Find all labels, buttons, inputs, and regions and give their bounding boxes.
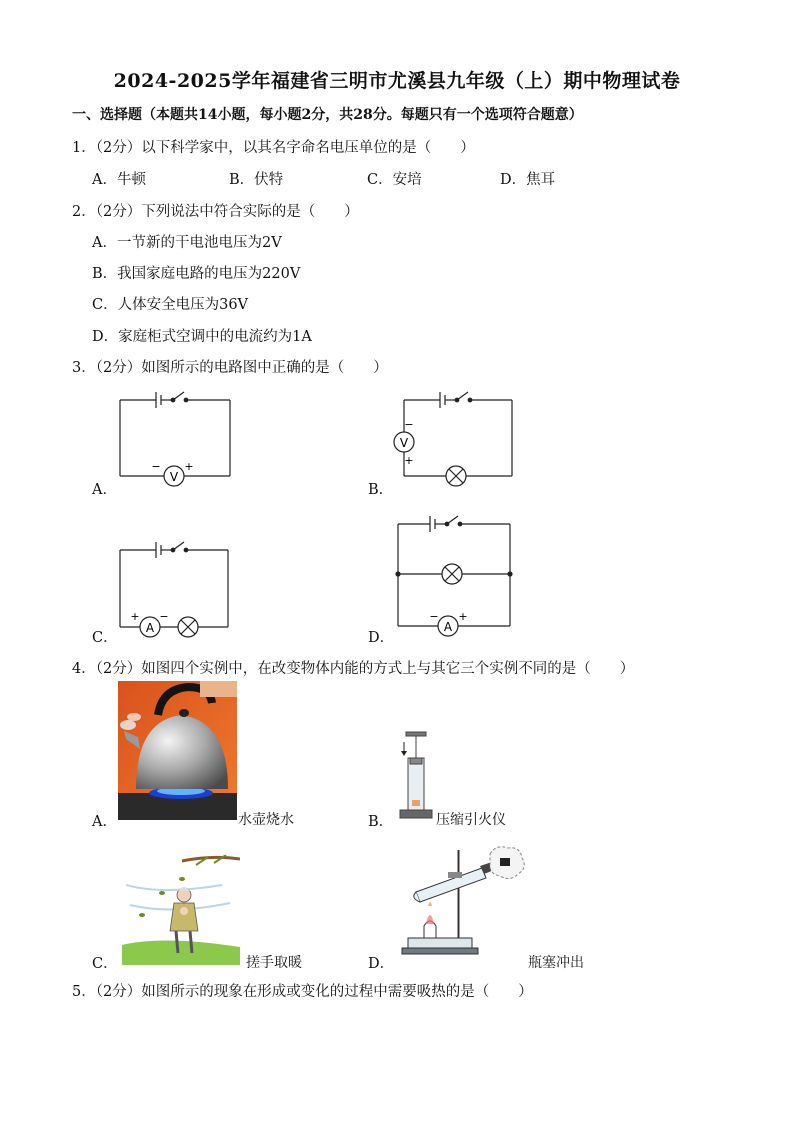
q2-option-d: D．家庭柜式空调中的电流约为1A — [92, 329, 312, 345]
q4-label-c: C． — [92, 956, 118, 972]
q4-label-b: B． — [368, 814, 394, 830]
circuit-diagram-b — [392, 388, 522, 488]
minus-sign: − — [159, 610, 169, 623]
plus-sign: + — [130, 610, 140, 623]
circuit-diagram-c — [110, 538, 240, 638]
q3-label-d: D． — [368, 630, 395, 646]
minus-sign: − — [151, 460, 161, 473]
plus-sign: + — [404, 454, 414, 467]
minus-sign: − — [429, 610, 439, 623]
q1-option-c: C．安培 — [367, 172, 422, 188]
circuit-diagram-d — [386, 512, 522, 638]
q3-label-c: C． — [92, 630, 118, 646]
q4-caption-c: 搓手取暖 — [246, 955, 302, 971]
q4-caption-b: 压缩引火仪 — [436, 812, 506, 828]
q3-label-b: B． — [368, 482, 394, 498]
rubbing-hands-image — [122, 855, 240, 965]
question-3-stem: 3．（2分）如图所示的电路图中正确的是（ ） — [72, 360, 388, 376]
q4-caption-a: 水壶烧水 — [238, 812, 294, 828]
question-4-stem: 4．（2分）如图四个实例中，在改变物体内能的方式上与其它三个实例不同的是（ ） — [72, 661, 635, 677]
q2-option-a: A．一节新的干电池电压为2V — [92, 235, 282, 251]
q1-option-d: D．焦耳 — [500, 172, 556, 188]
page-title: 2024-2025学年福建省三明市尤溪县九年级（上）期中物理试卷 — [113, 70, 681, 92]
question-5-stem: 5．（2分）如图所示的现象在形成或变化的过程中需要吸热的是（ ） — [72, 984, 533, 1000]
q4-label-d: D． — [368, 956, 395, 972]
ammeter-symbol: A — [145, 621, 155, 635]
voltmeter-symbol: V — [399, 436, 409, 450]
section-heading: 一、选择题（本题共14小题，每小题2分，共28分。每题只有一个选项符合题意） — [72, 107, 583, 123]
q1-option-a: A．牛顿 — [92, 172, 146, 188]
stopper-popping-image — [396, 846, 528, 962]
q2-option-b: B．我国家庭电路的电压为220V — [92, 266, 301, 282]
q1-option-b: B．伏特 — [229, 172, 284, 188]
minus-sign: − — [404, 418, 414, 431]
q4-label-a: A． — [92, 814, 117, 830]
question-1-stem: 1．（2分）以下科学家中，以其名字命名电压单位的是（ ） — [72, 140, 475, 156]
q3-label-a: A． — [92, 482, 117, 498]
q2-option-c: C．人体安全电压为36V — [92, 297, 249, 313]
compression-igniter-image — [396, 728, 436, 822]
question-2-stem: 2．（2分）下列说法中符合实际的是（ ） — [72, 204, 359, 220]
kettle-boiling-image — [118, 681, 237, 820]
voltmeter-symbol: V — [169, 470, 179, 484]
circuit-diagram-a — [110, 388, 240, 488]
ammeter-symbol: A — [443, 620, 453, 634]
plus-sign: + — [184, 460, 194, 473]
plus-sign: + — [458, 610, 468, 623]
q4-caption-d: 瓶塞冲出 — [528, 955, 584, 971]
